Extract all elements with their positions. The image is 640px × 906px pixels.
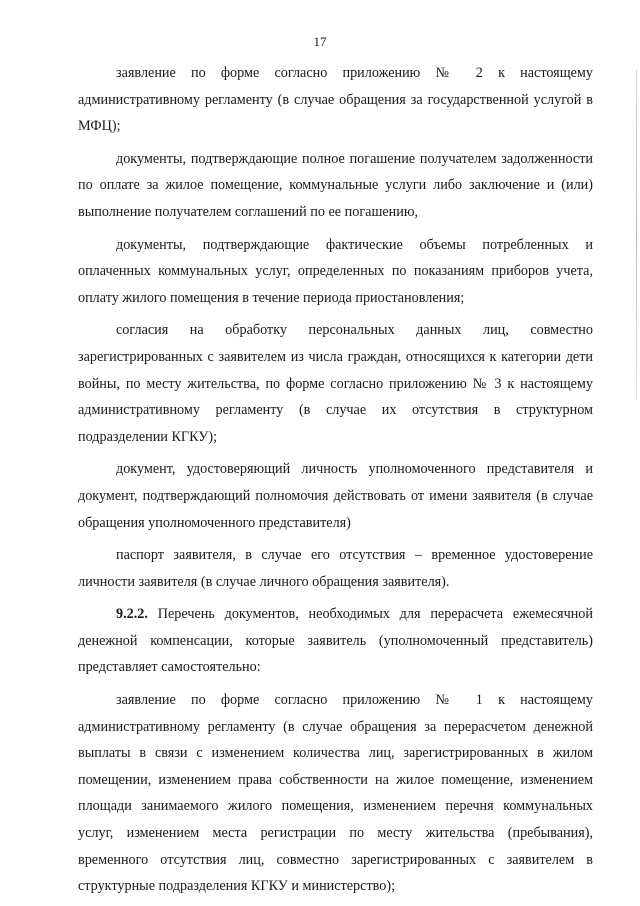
- paragraph-text: документы, подтверждающие полное погашение получателем задолженности по оплате за жилое помещение, коммунальные услуги либо заключение и (или) выполнение получателем соглашений по ее погашению,: [78, 150, 593, 220]
- paragraph-representative-id: [78, 456, 593, 536]
- paragraph-application-form-1: [78, 687, 593, 900]
- paragraph-text: согласия на обработку персональных данных лиц, совместно зарегистрированных с заявителем из числа граждан, относящихся к категории дети войны, по месту жительства, по форме согласно приложению № 3 к настоящему административному регламенту (в случае их отсутствия в структурном подразделении КГКУ);: [78, 322, 593, 445]
- document-body: [78, 60, 593, 906]
- page-number: 17: [313, 34, 327, 49]
- paragraph-text: заявление по форме согласно приложению № 2 к настоящему административному регламенту (в случае обращения за государственной услугой в МФЦ);: [78, 65, 593, 135]
- paragraph-text: документы, подтверждающие фактические объемы потребленных и оплаченных коммунальных услуг, определенных по показаниям приборов учета, оплату жилого помещения в течение периода приостановления;: [78, 236, 593, 306]
- paragraph-application-form-2: [78, 60, 593, 140]
- paragraph-text: заявление по форме согласно приложению № 1 к настоящему административному регламенту (в случае обращения за перерасчетом денежной выплаты в связи с изменением количества лиц, зарегистрированных в жилом помещении, изменением права собственности на жилое помещение, изменением площади занимаемого жилого помещения, изменением перечня коммунальных услуг, изменением места регистрации по месту жительства (пребывания), временного отсутствия лиц, совместно зарегистрированных с заявителем в структурные подразделения КГКУ и министерство);: [78, 692, 593, 895]
- paragraph-utility-volumes: [78, 232, 593, 312]
- scan-edge-shadow: [636, 70, 637, 400]
- paragraph-debt-documents: [78, 146, 593, 226]
- paragraph-section-9-2-2: [78, 601, 593, 681]
- paragraph-personal-data-consent: [78, 317, 593, 450]
- section-number: 9.2.2.: [116, 606, 148, 623]
- paragraph-text: документ, удостоверяющий личность уполномоченного представителя и документ, подтверждающий полномочия действовать от имени заявителя (в случае обращения уполномоченного представителя): [78, 461, 593, 531]
- paragraph-text: паспорт заявителя, в случае его отсутствия – временное удостоверение личности заявителя (в случае личного обращения заявителя).: [78, 547, 593, 590]
- paragraph-text: Перечень документов, необходимых для перерасчета ежемесячной денежной компенсации, которые заявитель (уполномоченный представитель) представляет самостоятельно:: [78, 606, 593, 676]
- paragraph-passport: [78, 542, 593, 595]
